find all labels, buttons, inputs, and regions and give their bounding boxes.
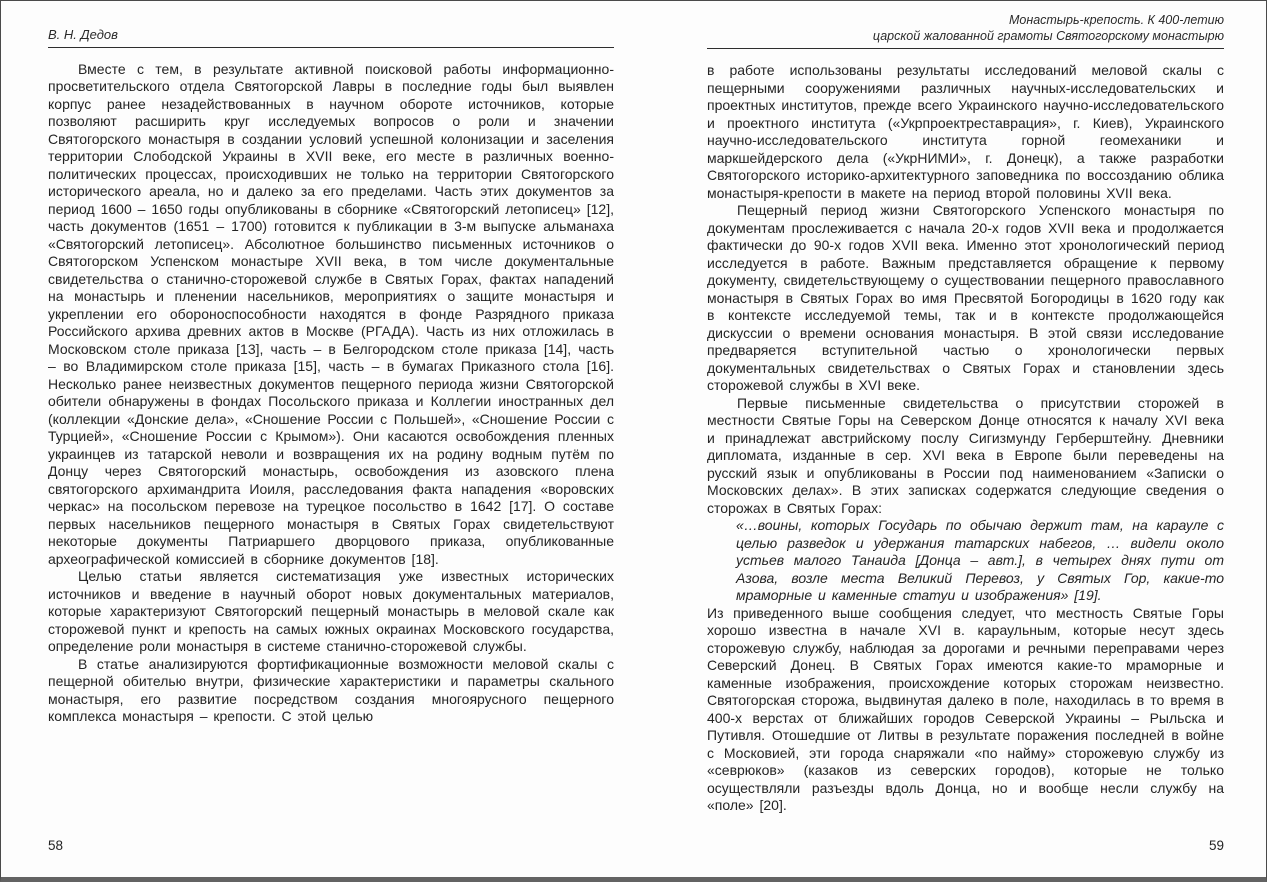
paragraph: Пещерный период жизни Святогорского Успенского монастыря по документам прослеживается с начала 20-х годов XVII века и продолжается фактически до 90-х годов XVII века. Именно этот хронологический период исследуется в работе. Важным представляется обращение к первому документу, свидетельствующему о существовании пещерного православного монастыря в Святых Горах во имя Пресвятой Богородицы в 1620 году как в контексте исследуемой темы, так и в контексте продолжающейся дискуссии о времени основания монастыря. В этой связи исследование предваряется вступительной частью о хронологически первых документальных свидетельствах о Святых Горах и становлении здесь сторожевой службы в XVI веке.: [707, 202, 1224, 393]
paragraph: В статье анализируются фортификационные возможности меловой скалы с пещерной обителью внутри, физические характеристики и параметры скального монастыря, его развитие посредством создания многоярусного пещерного комплекса монастыря – крепости. С этой целью: [48, 655, 614, 724]
running-head-title-line2: царской жалованной грамоты Святогорскому монастырю: [872, 28, 1224, 43]
running-head-author: В. Н. Дедов: [48, 27, 118, 42]
paragraph: Вместе с тем, в результате активной поисковой работы информационно-просветительского отдела Святогорской Лавры в последние годы был выявлен корпус ранее незадействованных в научном обороте источников, которые позволяют расширить круг исследуемых вопросов о роли и значении Святогорского монастыря в создании условий успешной колонизации и заселения территории Слободской Украины в XVII веке, его месте в различных военно-политических процессах, происходивших не только на территории Святогорского исторического ареала, но и далеко за его пределами. Часть этих документов за период 1600 – 1650 годы опубликованы в сборнике «Святогорский летописец» [12], часть документов (1651 – 1700) готовится к публикации в 3-м выпуске альманаха «Святогорский летописец». Абсолютное большинство письменных источников о Святогорском Успенском монастыре XVII века, в том числе документальные свидетельства о станично-сторожевой службе в Святых Горах, фактах нападений на монастырь и пленении насельников, мероприятиях о защите монастыря и укреплении его обороноспособности находятся в фонде Разрядного приказа Российского архива древних актов в Москве (РГАДА). Часть из них отложилась в Московском столе приказа [13], часть – в Белгородском столе приказа [14], часть – во Владимирском столе приказа [15], часть – в бумагах Приказного стола [16]. Несколько ранее неизвестных документов пещерного периода жизни Святогорской обители обнаружены в фондах Посольского приказа и Коллегии иностранных дел (коллекции «Донские дела», «Сношение России с Польшей», «Сношение России с Турцией», «Сношение России с Крымом»). Они касаются освобождения пленных украинцев из татарской неволи и возвращения их на родину водным путём по Донцу через Святогорский монастырь, освобождения из азовского плена святогорского архимандрита Иоиля, расследования факта нападения «воровских черкас» на посольском перевозе на турецкое посольство в 1642 [17]. О составе первых насельников пещерного монастыря в Святых Горах свидетельствуют некоторые документы Патриаршего дворцового приказа, опубликованные археографической комиссией в сборнике документов [18].: [48, 60, 614, 567]
paragraph: в работе использованы результаты исследований меловой скалы с пещерными сооружениями различных научных-исследовательских и проектных институтов, прежде всего Украинского научно-исследовательского и проектного института («Укрпроектреставрация», г. Киев), Украинского научно-исследовательского института горной геомеханики и маркшейдерского дела («УкрНИМИ», г. Донецк), а также разработки Святогорского историко-архитектурного заповедника по воссозданию облика монастыря-крепости в макете на период второй половины XVII века.: [707, 62, 1224, 201]
header-rule-right: [707, 48, 1224, 49]
page-number-left: 58: [48, 838, 64, 853]
running-head-title-line1: Монастырь-крепость. К 400-летию: [1008, 13, 1224, 27]
page-left: [48, 1, 614, 877]
paragraph: Целью статьи является систематизация уже известных исторических источников и введение в научный оборот новых документальных материалов, которые характеризуют Святогорский пещерный монастырь в меловой скале как сторожевой пункт и крепость на самых южных окраинах Московского государства, определение роли монастыря в системе станично-сторожевой службы.: [48, 568, 614, 654]
page-right-body: [707, 62, 1224, 815]
paragraph: Первые письменные свидетельства о присутствии сторожей в местности Святые Горы на Северском Донце относятся к началу XVI века и принадлежат австрийскому послу Сигизмунду Герберштейну. Дневники дипломата, изданные в сер. XVI века в Европе были переведены на русский язык и опубликованы в России под наименованием «Записки о Московских делах». В этих записках содержатся следующие сведения о сторожах в Святых Горах:: [707, 394, 1224, 516]
page-number-right: 59: [1208, 838, 1224, 853]
page-right: [707, 1, 1224, 877]
block-quote: «…воины, которых Государь по обычаю держит там, на карауле с целью разведок и удержания татарских набегов, … видели около устьев малого Танаида [Донца – авт.], в четырех днях пути от Азова, возле места Великий Перевоз, у Святых Гор, какие-то мраморные и каменные статуи и изображения» [19].: [736, 517, 1224, 603]
header-rule-left: [48, 47, 614, 48]
running-head-title: [707, 13, 1224, 44]
page-left-body: [48, 61, 614, 726]
paragraph: Из приведенного выше сообщения следует, что местность Святые Горы хорошо известна в начале XVI в. караульным, которые несут здесь сторожевую службу, наблюдая за дорогами и речными переправами через Северский Донец. В Святых Горах имеются какие-то мраморные и каменные изображения, происхождение которых сторожам неизвестно. Святогорская сторожа, выдвинутая далеко в поле, находилась в то время в 400-х верстах от ближайших городов Северской Украины – Рыльска и Путивля. Отошедшие от Литвы в результате поражения последней в войне с Московией, эти города снаряжали «по найму» сторожевую службу из «севрюков» (казаков из северских городов), которые не только осуществляли разъезды вдоль Донца, но и вообще несли службу на «поле» [20].: [707, 604, 1224, 813]
